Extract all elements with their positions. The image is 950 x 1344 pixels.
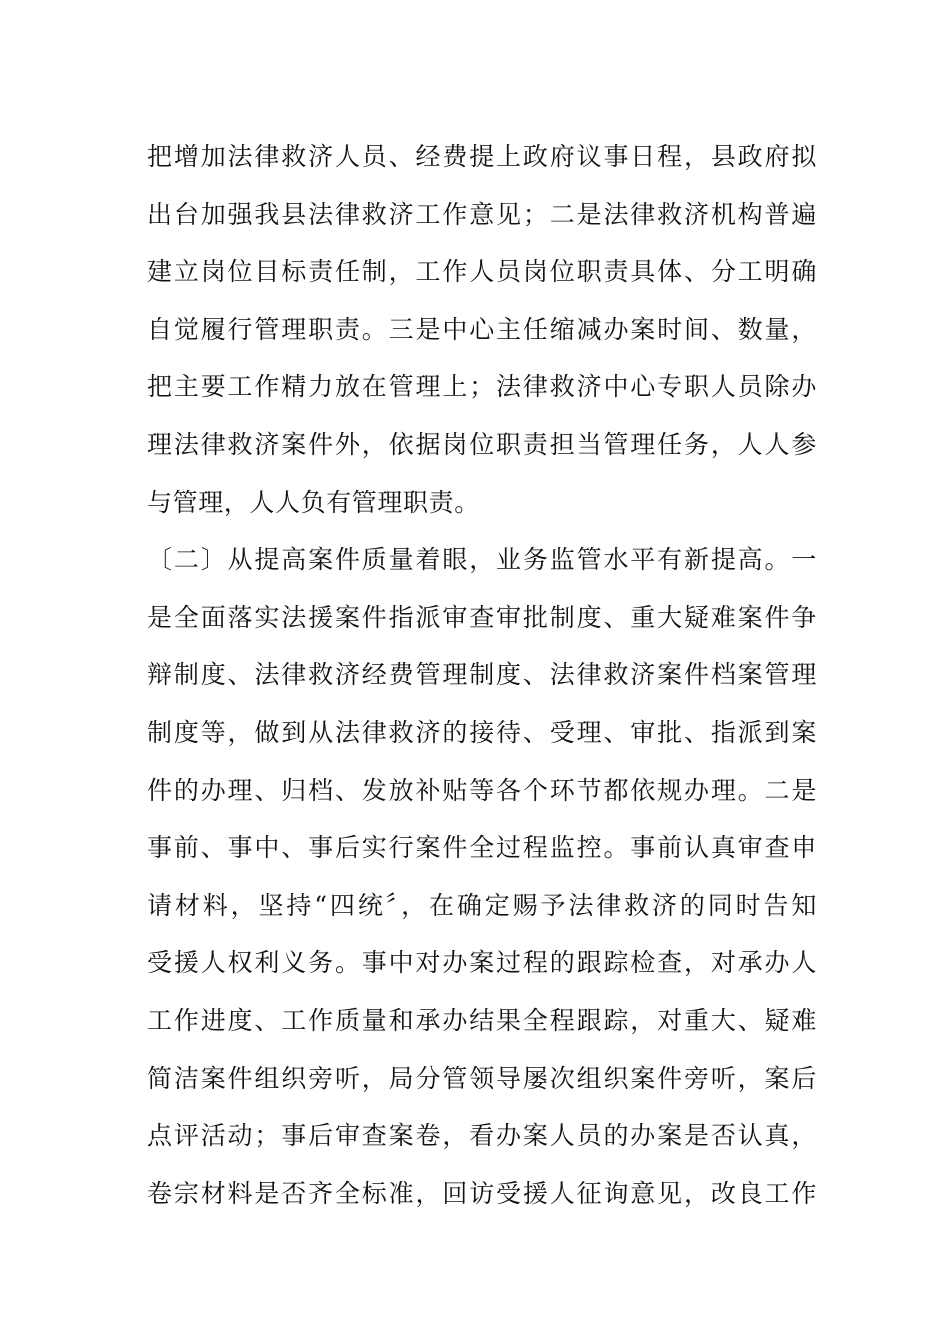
text-line: 卷宗材料是否齐全标准，回访受援人征询意见，改良工作 [147, 1178, 817, 1208]
text-line: 是全面落实法援案件指派审查审批制度、重大疑难案件争 [147, 602, 817, 632]
text-line: 受援人权利义务。事中对办案过程的跟踪检查，对承办人 [147, 948, 817, 978]
text-line: 把主要工作精力放在管理上；法律救济中心专职人员除办 [147, 372, 817, 402]
text-line: 建立岗位目标责任制，工作人员岗位职责具体、分工明确 [147, 257, 817, 287]
text-line: 辩制度、法律救济经费管理制度、法律救济案件档案管理 [147, 660, 817, 690]
text-line: 把增加法律救济人员、经费提上政府议事日程，县政府拟 [147, 142, 817, 171]
text-line: 简洁案件组织旁听，局分管领导屡次组织案件旁听，案后 [147, 1063, 817, 1093]
text-line: 请材料，坚持“四统〞，在确定赐予法律救济的同时告知 [147, 890, 817, 920]
text-line: 理法律救济案件外，依据岗位职责担当管理任务，人人参 [147, 429, 817, 459]
text-line: 点评活动；事后审查案卷，看办案人员的办案是否认真， [147, 1121, 817, 1151]
document-body [147, 128, 817, 1222]
text-line: 工作进度、工作质量和承办结果全程跟踪，对重大、疑难 [147, 1005, 817, 1035]
text-line: 制度等，做到从法律救济的接待、受理、审批、指派到案 [147, 717, 817, 747]
text-line: 自觉履行管理职责。三是中心主任缩减办案时间、数量， [147, 314, 817, 344]
text-line: 件的办理、归档、发放补贴等各个环节都依规办理。二是 [147, 775, 817, 805]
text-line: 出台加强我县法律救济工作意见；二是法律救济机构普遍 [147, 199, 817, 229]
text-line: 与管理，人人负有管理职责。 [147, 487, 480, 517]
text-line: 事前、事中、事后实行案件全过程监控。事前认真审查申 [147, 833, 817, 863]
text-line-section-start: 〔二〕从提高案件质量着眼，业务监管水平有新提高。一 [147, 545, 817, 575]
